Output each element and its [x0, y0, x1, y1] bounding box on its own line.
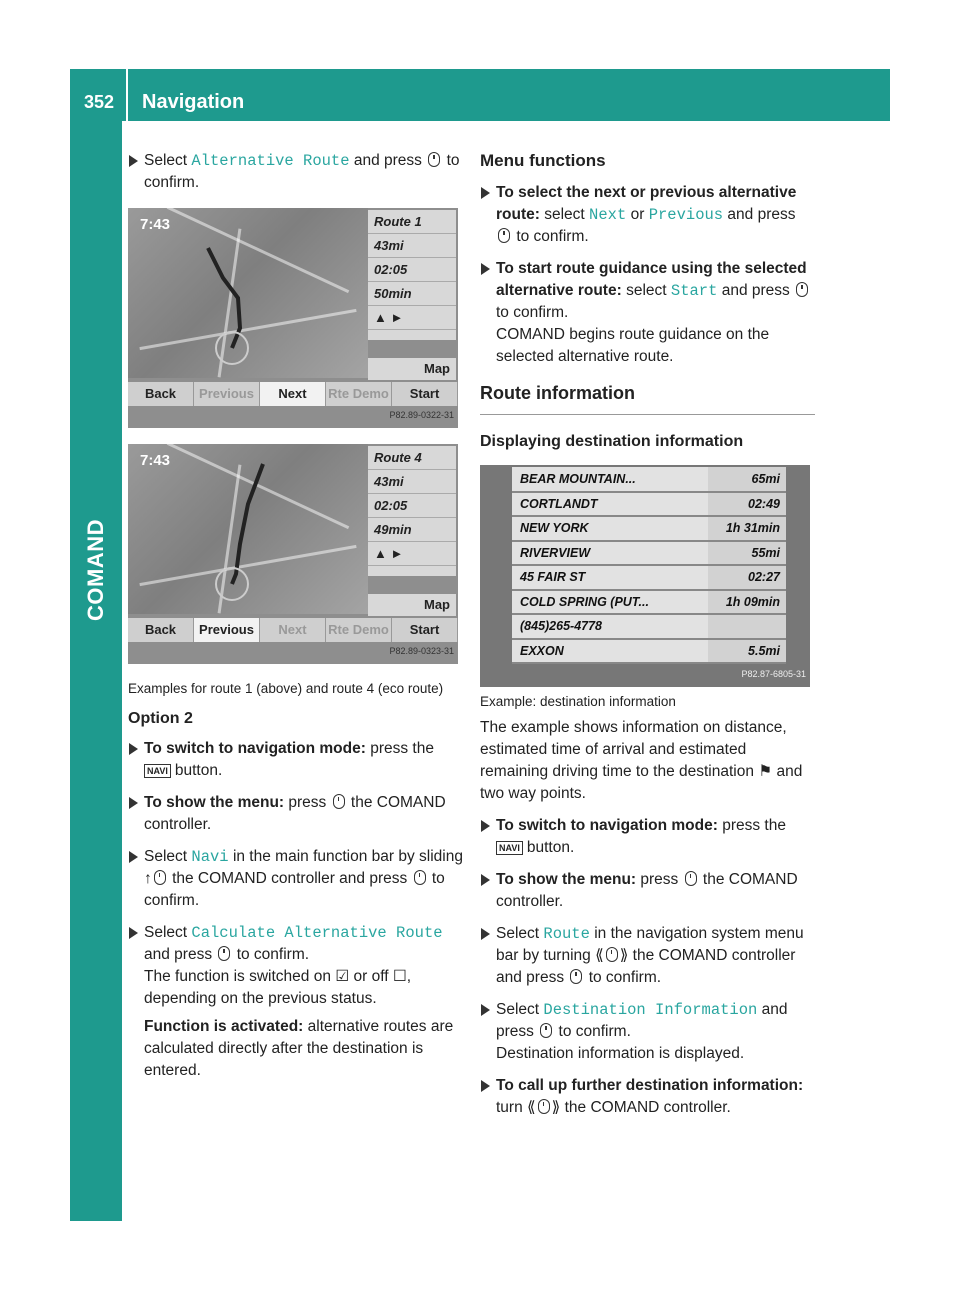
text: Select [496, 925, 540, 942]
step-lead: To call up further destination information: [496, 1077, 804, 1094]
route-drive-time: 49min [368, 518, 456, 542]
image-code: P82.87-6805-31 [741, 669, 806, 679]
step-navigation-mode [480, 815, 815, 859]
start-button[interactable]: Start [392, 382, 458, 406]
text: alternative routes are calculated directly after the destination is entered. [144, 1018, 454, 1079]
menu-code: Previous [648, 206, 724, 224]
option-heading: Option 2 [128, 710, 193, 727]
menu-code: Alternative Route [191, 152, 350, 170]
destination-name: 45 FAIR ST [512, 565, 708, 590]
text: the COMAND controller and press [172, 870, 408, 887]
text: Select [144, 924, 188, 941]
destination-row[interactable] [512, 541, 786, 566]
text: or off [353, 968, 389, 985]
destination-value [708, 614, 786, 639]
text: to confirm. [144, 870, 445, 909]
text: , depending on the previous status. [144, 968, 412, 1007]
text: and press [721, 282, 790, 299]
turn-controller-icon: ⟫ [619, 947, 629, 964]
text: select [544, 206, 585, 223]
destination-name: NEW YORK [512, 516, 708, 541]
screenshot-route-4 [128, 444, 458, 664]
start-button[interactable]: Start [392, 618, 458, 642]
destination-value: 5.5mi [708, 639, 786, 664]
text: and press [353, 152, 422, 169]
destination-value: 65mi [708, 467, 786, 492]
destination-value: 55mi [708, 541, 786, 566]
step-lead: To show the menu: [144, 794, 285, 811]
navi-button-icon: NAVI [144, 764, 171, 778]
destination-name: BEAR MOUNTAIN... [512, 467, 708, 492]
figure-caption: Example: destination information [480, 694, 676, 709]
controller-icon [154, 870, 166, 885]
next-button[interactable]: Next [260, 382, 326, 406]
left-column [128, 150, 463, 1092]
text: to confirm. [144, 152, 460, 191]
route-options-icon: ▲ ► [368, 306, 456, 330]
text: Select [144, 152, 188, 169]
step-lead: To start route guidance using the selected alternative route: [496, 260, 807, 299]
section-title: Navigation [142, 91, 245, 113]
text: the COMAND controller. [564, 1099, 731, 1116]
destination-name: CORTLANDT [512, 492, 708, 517]
menu-code: Destination Information [543, 1001, 758, 1019]
turn-controller-icon: ⟫ [551, 1099, 561, 1116]
page-header [70, 69, 890, 121]
figure-caption: Examples for route 1 (above) and route 4 (eco route) [128, 681, 444, 696]
step-lead: To select the next or previous alternative route: [496, 184, 797, 223]
step-lead: To switch to navigation mode: [144, 740, 366, 757]
step-select-route [480, 923, 815, 989]
text: Destination information is displayed. [496, 1045, 745, 1062]
text: or [630, 206, 645, 223]
destination-row[interactable] [512, 516, 786, 541]
press-controller-icon [498, 228, 510, 243]
destination-list [512, 467, 786, 664]
image-code: P82.89-0322-31 [389, 410, 454, 420]
press-controller-icon [685, 871, 697, 886]
text: press [640, 871, 679, 888]
text: turn [496, 1099, 523, 1116]
turn-controller-icon: ⟪ [595, 947, 604, 964]
destination-value: 02:49 [708, 492, 786, 517]
route-distance: 43mi [368, 470, 456, 494]
step-lead: Function is activated: [144, 1018, 304, 1035]
destination-info-subheading: Displaying destination information [480, 433, 744, 450]
destination-name: EXXON [512, 639, 708, 664]
checkbox-unchecked-icon: ☐ [392, 968, 407, 985]
menu-code: Calculate Alternative Route [191, 924, 443, 942]
function-bar [128, 618, 458, 642]
back-button[interactable]: Back [128, 382, 194, 406]
text: Select [496, 1001, 540, 1018]
text: to confirm. [558, 1023, 631, 1040]
step-select-alt-route [480, 182, 815, 248]
previous-button[interactable]: Previous [194, 382, 260, 406]
text: to confirm. [516, 228, 589, 245]
route-panel [368, 446, 456, 576]
destination-row[interactable] [512, 614, 786, 639]
step-select-navi [128, 846, 463, 912]
destination-name: (845)265-4778 [512, 614, 708, 639]
sidebar-tab [70, 470, 122, 670]
menu-code: Route [543, 925, 590, 943]
press-controller-icon [540, 1023, 552, 1038]
destination-flag-icon: ⚑ [758, 763, 773, 780]
function-bar [128, 382, 458, 406]
text: press [288, 794, 327, 811]
destination-name: RIVERVIEW [512, 541, 708, 566]
header-divider [126, 69, 128, 121]
step-lead: To switch to navigation mode: [496, 817, 718, 834]
menu-code: Start [670, 282, 718, 300]
press-controller-icon [218, 946, 230, 961]
route-options-icon: ▲ ► [368, 542, 456, 566]
right-column [480, 150, 815, 1129]
image-code: P82.89-0323-31 [389, 646, 454, 656]
destination-row[interactable] [512, 467, 786, 492]
sidebar-band [70, 121, 122, 1221]
route-name: Route 4 [368, 446, 456, 470]
route-distance: 43mi [368, 234, 456, 258]
text: press the [722, 817, 786, 834]
text: in the main function bar by sliding [232, 848, 463, 865]
step-show-menu [480, 869, 815, 913]
step-further-destination-info [480, 1075, 815, 1119]
rte-demo-button[interactable]: Rte Demo [326, 618, 392, 642]
step-lead: To show the menu: [496, 871, 637, 888]
destination-info-screenshot [480, 465, 810, 687]
step-calculate-alternative-route [128, 922, 463, 1082]
text: COMAND begins route guidance on the selected alternative route. [496, 326, 770, 365]
press-controller-icon [428, 152, 440, 167]
route-drive-time: 50min [368, 282, 456, 306]
back-button[interactable]: Back [128, 618, 194, 642]
destination-row[interactable] [512, 492, 786, 517]
turn-controller-icon: ⟪ [527, 1099, 536, 1116]
route-eta: 02:05 [368, 494, 456, 518]
text: The example shows information on distance, estimated time of arrival and estimated remaining driving time to the destination [480, 719, 787, 780]
step-show-menu [128, 792, 463, 836]
clock: 7:43 [140, 452, 171, 469]
destination-value: 02:27 [708, 565, 786, 590]
text: and press [496, 1001, 788, 1040]
navi-button-icon: NAVI [496, 841, 523, 855]
text: to confirm. [588, 969, 662, 986]
text: in the navigation system menu bar by turning [496, 925, 804, 964]
text: select [626, 282, 667, 299]
press-controller-icon [333, 794, 345, 809]
destination-value: 1h 09min [708, 590, 786, 615]
press-controller-icon [414, 870, 426, 885]
text: the COMAND controller. [496, 871, 798, 910]
press-controller-icon [796, 282, 808, 297]
route-information-heading: Route information [480, 382, 815, 415]
destination-row[interactable] [512, 590, 786, 615]
controller-icon [538, 1099, 550, 1114]
clock: 7:43 [140, 216, 171, 233]
next-button[interactable]: Next [260, 618, 326, 642]
previous-button[interactable]: Previous [194, 618, 260, 642]
rte-demo-button[interactable]: Rte Demo [326, 382, 392, 406]
text: The function is switched on [144, 968, 331, 985]
map-button[interactable]: Map [368, 358, 456, 380]
route-panel [368, 210, 456, 340]
text: button. [526, 839, 575, 856]
controller-icon [606, 947, 618, 962]
menu-code: Next [589, 206, 627, 224]
route-name: Route 1 [368, 210, 456, 234]
text: press the [370, 740, 434, 757]
text: Select [144, 848, 188, 865]
page-number: 352 [84, 92, 115, 112]
step-start-route-guidance [480, 258, 815, 368]
text: and two way points. [480, 763, 803, 802]
text: the COMAND controller and press [496, 947, 796, 986]
checkbox-checked-icon: ☑ [335, 968, 350, 985]
menu-functions-heading: Menu functions [480, 151, 606, 170]
text: button. [174, 762, 223, 779]
paragraph [480, 717, 815, 805]
text: and press [144, 946, 213, 963]
press-controller-icon [570, 969, 582, 984]
step-navigation-mode [128, 738, 463, 782]
destination-name: COLD SPRING (PUT... [512, 590, 708, 615]
destination-value: 1h 31min [708, 516, 786, 541]
sidebar-label: COMAND [83, 519, 108, 621]
text: and press [727, 206, 796, 223]
route-eta: 02:05 [368, 258, 456, 282]
slide-up-icon: ↑ [144, 870, 152, 887]
destination-row[interactable] [512, 565, 786, 590]
text: to confirm. [496, 304, 569, 321]
destination-row[interactable] [512, 639, 786, 664]
text: the COMAND controller. [144, 794, 446, 833]
map-button[interactable]: Map [368, 594, 456, 616]
step-select-alternative-route [128, 150, 463, 194]
menu-code: Navi [191, 848, 229, 866]
screenshot-route-1 [128, 208, 458, 428]
step-select-destination-information [480, 999, 815, 1065]
text: to confirm. [236, 946, 310, 963]
